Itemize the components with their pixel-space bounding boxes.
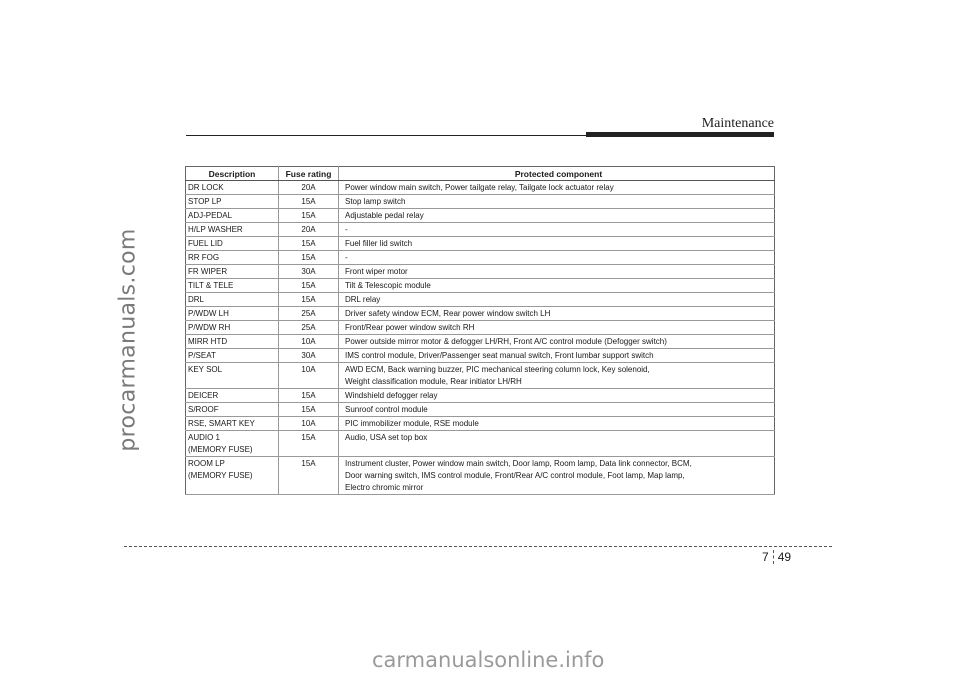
fuse-description-cell: FR WIPER <box>186 265 279 279</box>
table-row <box>186 307 775 321</box>
table-row <box>186 251 775 265</box>
table-row <box>186 321 775 335</box>
fuse-rating-cell: 25A <box>279 307 339 321</box>
protected-component-cell: PIC immobilizer module, RSE module <box>339 417 775 431</box>
table-row <box>186 279 775 293</box>
fuse-rating-cell: 15A <box>279 389 339 403</box>
fuse-rating-cell: 15A <box>279 251 339 265</box>
footer-rule <box>124 546 832 547</box>
table-row <box>186 335 775 349</box>
fuse-rating-cell: 30A <box>279 349 339 363</box>
fuse-table-body <box>186 181 775 495</box>
fuse-description-cell: DR LOCK <box>186 181 279 195</box>
protected-component-cell: Driver safety window ECM, Rear power window switch LH <box>339 307 775 321</box>
protected-component-cell: - <box>339 251 775 265</box>
fuse-description-cell: ADJ-PEDAL <box>186 209 279 223</box>
protected-component-cell: Power window main switch, Power tailgate relay, Tailgate lock actuator relay <box>339 181 775 195</box>
fuse-rating-cell: 10A <box>279 363 339 389</box>
protected-component-cell: Audio, USA set top box <box>339 431 775 457</box>
protected-component-cell: IMS control module, Driver/Passenger seat manual switch, Front lumbar support switch <box>339 349 775 363</box>
column-header-protected-component: Protected component <box>339 167 775 181</box>
fuse-description-cell: P/WDW LH <box>186 307 279 321</box>
table-row <box>186 293 775 307</box>
table-row <box>186 349 775 363</box>
table-header-row <box>186 167 775 181</box>
fuse-rating-cell: 15A <box>279 195 339 209</box>
fuse-description-cell: KEY SOL <box>186 363 279 389</box>
table-row <box>186 181 775 195</box>
table-row <box>186 237 775 251</box>
page-section-title: Maintenance <box>701 116 774 131</box>
protected-component-cell: - <box>339 223 775 237</box>
protected-component-cell: Sunroof control module <box>339 403 775 417</box>
table-row <box>186 431 775 457</box>
fuse-description-cell: DRL <box>186 293 279 307</box>
fuse-description-cell: AUDIO 1 (MEMORY FUSE) <box>186 431 279 457</box>
fuse-rating-cell: 15A <box>279 237 339 251</box>
page-number-value: 49 <box>777 550 792 564</box>
table-row <box>186 209 775 223</box>
fuse-rating-cell: 15A <box>279 209 339 223</box>
protected-component-cell: Fuel filler lid switch <box>339 237 775 251</box>
fuse-rating-cell: 10A <box>279 417 339 431</box>
fuse-description-cell: S/ROOF <box>186 403 279 417</box>
protected-component-cell: DRL relay <box>339 293 775 307</box>
fuse-rating-cell: 10A <box>279 335 339 349</box>
fuse-description-cell: H/LP WASHER <box>186 223 279 237</box>
section-number: 7 <box>762 550 774 564</box>
fuse-rating-cell: 15A <box>279 431 339 457</box>
protected-component-cell: Adjustable pedal relay <box>339 209 775 223</box>
fuse-rating-cell: 15A <box>279 403 339 417</box>
table-row <box>186 195 775 209</box>
protected-component-cell: Windshield defogger relay <box>339 389 775 403</box>
protected-component-cell: Instrument cluster, Power window main switch, Door lamp, Room lamp, Data link connector, BCM, Door warning switch, IMS control module, Front/Rear A/C control module, Foot lamp, Map lamp, Electro chromic mirror <box>339 457 775 495</box>
column-header-fuse-rating: Fuse rating <box>279 167 339 181</box>
fuse-rating-cell: 15A <box>279 279 339 293</box>
table-row <box>186 403 775 417</box>
fuse-rating-cell: 30A <box>279 265 339 279</box>
protected-component-cell: Front wiper motor <box>339 265 775 279</box>
protected-component-cell: Front/Rear power window switch RH <box>339 321 775 335</box>
fuse-description-cell: TILT & TELE <box>186 279 279 293</box>
protected-component-cell: Tilt & Telescopic module <box>339 279 775 293</box>
fuse-description-cell: RR FOG <box>186 251 279 265</box>
fuse-description-cell: STOP LP <box>186 195 279 209</box>
fuse-description-cell: FUEL LID <box>186 237 279 251</box>
fuse-rating-cell: 20A <box>279 181 339 195</box>
fuse-description-cell: P/WDW RH <box>186 321 279 335</box>
header-rule <box>186 135 586 136</box>
fuse-rating-cell: 15A <box>279 293 339 307</box>
fuse-description-cell: MIRR HTD <box>186 335 279 349</box>
header-rule-accent <box>586 132 774 137</box>
protected-component-cell: AWD ECM, Back warning buzzer, PIC mechanical steering column lock, Key solenoid, Weight classification module, Rear initiator LH/RH <box>339 363 775 389</box>
side-watermark: procarmanuals.com <box>115 228 141 452</box>
table-row <box>186 389 775 403</box>
column-header-description: Description <box>186 167 279 181</box>
fuse-description-cell: P/SEAT <box>186 349 279 363</box>
table-row <box>186 417 775 431</box>
table-row <box>186 223 775 237</box>
fuse-rating-cell: 25A <box>279 321 339 335</box>
table-row <box>186 457 775 495</box>
fuse-description-cell: ROOM LP (MEMORY FUSE) <box>186 457 279 495</box>
bottom-watermark: carmanualsonline.info <box>372 648 605 672</box>
table-row <box>186 363 775 389</box>
fuse-description-cell: RSE, SMART KEY <box>186 417 279 431</box>
fuse-description-cell: DEICER <box>186 389 279 403</box>
table-row <box>186 265 775 279</box>
page-number <box>762 550 791 564</box>
fuse-table <box>185 166 775 495</box>
protected-component-cell: Stop lamp switch <box>339 195 775 209</box>
fuse-rating-cell: 15A <box>279 457 339 495</box>
fuse-rating-cell: 20A <box>279 223 339 237</box>
protected-component-cell: Power outside mirror motor & defogger LH/RH, Front A/C control module (Defogger switch) <box>339 335 775 349</box>
